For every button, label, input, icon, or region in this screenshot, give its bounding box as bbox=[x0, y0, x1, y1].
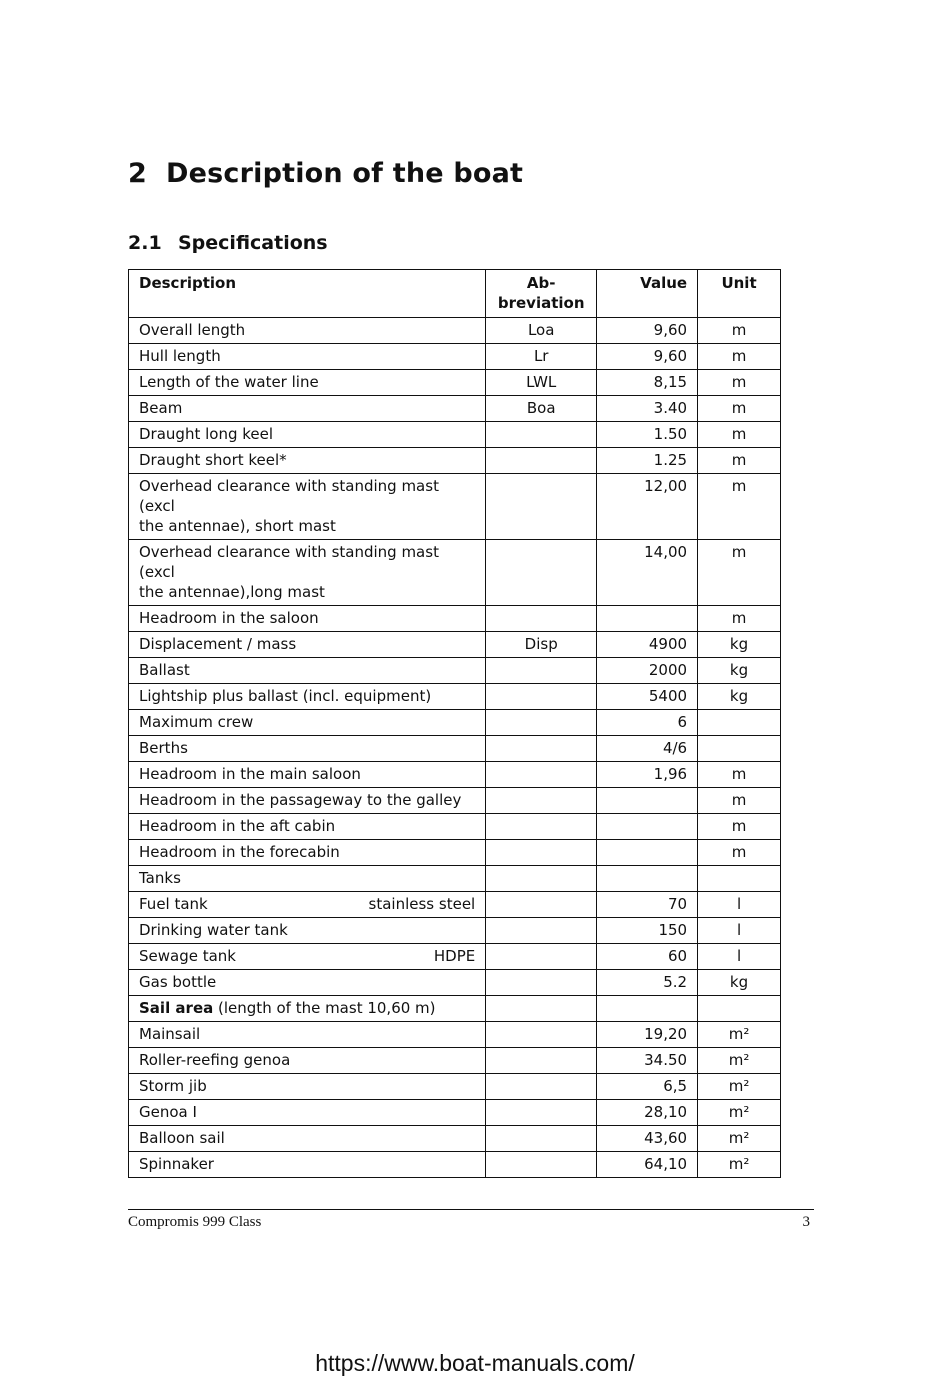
cell-unit: m bbox=[698, 606, 781, 632]
cell-description: Overhead clearance with standing mast (excl the antennae),long mast bbox=[129, 540, 486, 606]
cell-abbreviation bbox=[486, 918, 597, 944]
cell-value: 9,60 bbox=[597, 344, 698, 370]
table-row bbox=[129, 970, 781, 996]
cell-value: 5.2 bbox=[597, 970, 698, 996]
cell-value: 70 bbox=[597, 892, 698, 918]
cell-description: Headroom in the forecabin bbox=[129, 840, 486, 866]
cell-abbreviation bbox=[486, 1048, 597, 1074]
cell-abbreviation bbox=[486, 892, 597, 918]
group-heading-tanks: Tanks bbox=[129, 866, 486, 892]
section-heading bbox=[128, 232, 328, 254]
cell-abbreviation bbox=[486, 840, 597, 866]
cell-unit: m² bbox=[698, 1126, 781, 1152]
table-row bbox=[129, 344, 781, 370]
cell-description: Roller-reefing genoa bbox=[129, 1048, 486, 1074]
cell-value: 4900 bbox=[597, 632, 698, 658]
cell-unit: l bbox=[698, 892, 781, 918]
cell-abbreviation bbox=[486, 866, 597, 892]
cell-value: 6 bbox=[597, 710, 698, 736]
cell-description: Draught short keel* bbox=[129, 448, 486, 474]
chapter-number: 2 bbox=[128, 158, 147, 189]
cell-unit: l bbox=[698, 944, 781, 970]
cell-value bbox=[597, 840, 698, 866]
cell-unit: l bbox=[698, 918, 781, 944]
table-row bbox=[129, 1074, 781, 1100]
cell-value bbox=[597, 788, 698, 814]
specifications-table bbox=[128, 269, 781, 1178]
cell-value: 6,5 bbox=[597, 1074, 698, 1100]
cell-description: Maximum crew bbox=[129, 710, 486, 736]
cell-description: Lightship plus ballast (incl. equipment) bbox=[129, 684, 486, 710]
cell-description: Balloon sail bbox=[129, 1126, 486, 1152]
cell-description: Spinnaker bbox=[129, 1152, 486, 1178]
table-row bbox=[129, 814, 781, 840]
cell-abbreviation bbox=[486, 684, 597, 710]
cell-value: 150 bbox=[597, 918, 698, 944]
cell-abbreviation bbox=[486, 1074, 597, 1100]
cell-description: Overall length bbox=[129, 318, 486, 344]
cell-value bbox=[597, 606, 698, 632]
table-row bbox=[129, 540, 781, 606]
cell-unit: m bbox=[698, 788, 781, 814]
table-row bbox=[129, 422, 781, 448]
footer-divider bbox=[128, 1209, 814, 1210]
cell-unit: m bbox=[698, 540, 781, 606]
cell-abbreviation bbox=[486, 658, 597, 684]
page-number: 3 bbox=[802, 1214, 810, 1230]
cell-description: Headroom in the main saloon bbox=[129, 762, 486, 788]
table-row bbox=[129, 474, 781, 540]
cell-unit: kg bbox=[698, 658, 781, 684]
cell-value: 3.40 bbox=[597, 396, 698, 422]
cell-description: Fuel tank stainless steel bbox=[129, 892, 486, 918]
cell-unit: m bbox=[698, 762, 781, 788]
table-row bbox=[129, 448, 781, 474]
cell-abbreviation: Lr bbox=[486, 344, 597, 370]
header-unit: Unit bbox=[698, 270, 781, 318]
cell-value bbox=[597, 866, 698, 892]
sail-area-note: (length of the mast 10,60 m) bbox=[218, 999, 436, 1017]
cell-abbreviation bbox=[486, 736, 597, 762]
table-row bbox=[129, 684, 781, 710]
cell-abbreviation bbox=[486, 1152, 597, 1178]
cell-unit: m bbox=[698, 840, 781, 866]
cell-description: Drinking water tank bbox=[129, 918, 486, 944]
cell-value: 19,20 bbox=[597, 1022, 698, 1048]
cell-description: Beam bbox=[129, 396, 486, 422]
cell-unit: m² bbox=[698, 1048, 781, 1074]
table-row bbox=[129, 710, 781, 736]
cell-value: 28,10 bbox=[597, 1100, 698, 1126]
table-row bbox=[129, 736, 781, 762]
cell-description: Headroom in the aft cabin bbox=[129, 814, 486, 840]
cell-value: 12,00 bbox=[597, 474, 698, 540]
cell-unit: m bbox=[698, 422, 781, 448]
table-row bbox=[129, 606, 781, 632]
cell-abbreviation bbox=[486, 1022, 597, 1048]
cell-value: 9,60 bbox=[597, 318, 698, 344]
table-row bbox=[129, 396, 781, 422]
cell-unit: m bbox=[698, 448, 781, 474]
cell-description: Ballast bbox=[129, 658, 486, 684]
cell-unit bbox=[698, 866, 781, 892]
cell-abbreviation bbox=[486, 710, 597, 736]
chapter-title: Description of the boat bbox=[166, 158, 524, 189]
cell-unit: m bbox=[698, 474, 781, 540]
table-row bbox=[129, 892, 781, 918]
cell-unit: m bbox=[698, 396, 781, 422]
cell-description: Displacement / mass bbox=[129, 632, 486, 658]
table-row bbox=[129, 370, 781, 396]
table-row bbox=[129, 944, 781, 970]
cell-value: 1.50 bbox=[597, 422, 698, 448]
cell-abbreviation bbox=[486, 944, 597, 970]
header-abbreviation: Ab- breviation bbox=[486, 270, 597, 318]
cell-abbreviation: Boa bbox=[486, 396, 597, 422]
table-header-row bbox=[129, 270, 781, 318]
cell-unit: m bbox=[698, 344, 781, 370]
cell-unit: kg bbox=[698, 632, 781, 658]
cell-value: 4/6 bbox=[597, 736, 698, 762]
cell-value bbox=[597, 996, 698, 1022]
cell-abbreviation bbox=[486, 1126, 597, 1152]
group-heading-sail-area: Sail area (length of the mast 10,60 m) bbox=[129, 996, 486, 1022]
section-title: Specifications bbox=[178, 232, 328, 254]
cell-value: 60 bbox=[597, 944, 698, 970]
cell-description: Hull length bbox=[129, 344, 486, 370]
cell-unit: m bbox=[698, 370, 781, 396]
cell-abbreviation bbox=[486, 474, 597, 540]
cell-unit: m bbox=[698, 814, 781, 840]
watermark-url[interactable]: https://www.boat-manuals.com/ bbox=[315, 1350, 635, 1376]
table-row bbox=[129, 1126, 781, 1152]
cell-value: 8,15 bbox=[597, 370, 698, 396]
table-row bbox=[129, 658, 781, 684]
cell-description: Genoa I bbox=[129, 1100, 486, 1126]
cell-unit bbox=[698, 996, 781, 1022]
header-value: Value bbox=[597, 270, 698, 318]
cell-value: 5400 bbox=[597, 684, 698, 710]
cell-unit: kg bbox=[698, 970, 781, 996]
cell-abbreviation: Loa bbox=[486, 318, 597, 344]
table-row bbox=[129, 1100, 781, 1126]
cell-unit: m² bbox=[698, 1100, 781, 1126]
cell-material: stainless steel bbox=[368, 895, 476, 913]
cell-abbreviation bbox=[486, 996, 597, 1022]
cell-value: 1.25 bbox=[597, 448, 698, 474]
cell-unit: m bbox=[698, 318, 781, 344]
cell-abbreviation bbox=[486, 970, 597, 996]
cell-unit: m² bbox=[698, 1074, 781, 1100]
cell-description: Length of the water line bbox=[129, 370, 486, 396]
table-row bbox=[129, 632, 781, 658]
cell-description: Storm jib bbox=[129, 1074, 486, 1100]
cell-unit: kg bbox=[698, 684, 781, 710]
cell-abbreviation: LWL bbox=[486, 370, 597, 396]
table-row bbox=[129, 1022, 781, 1048]
table-row bbox=[129, 318, 781, 344]
cell-description: Mainsail bbox=[129, 1022, 486, 1048]
table-row bbox=[129, 840, 781, 866]
cell-material: HDPE bbox=[433, 947, 476, 965]
cell-unit: m² bbox=[698, 1152, 781, 1178]
cell-abbreviation bbox=[486, 606, 597, 632]
cell-abbreviation bbox=[486, 448, 597, 474]
cell-abbreviation bbox=[486, 762, 597, 788]
table-group-row bbox=[129, 866, 781, 892]
cell-abbreviation: Disp bbox=[486, 632, 597, 658]
cell-abbreviation bbox=[486, 788, 597, 814]
footer-title: Compromis 999 Class bbox=[128, 1214, 262, 1230]
cell-value: 14,00 bbox=[597, 540, 698, 606]
section-number: 2.1 bbox=[128, 232, 162, 254]
cell-unit bbox=[698, 736, 781, 762]
chapter-heading bbox=[128, 158, 523, 189]
cell-value: 2000 bbox=[597, 658, 698, 684]
cell-abbreviation bbox=[486, 1100, 597, 1126]
cell-abbreviation bbox=[486, 814, 597, 840]
table-row bbox=[129, 762, 781, 788]
cell-description: Headroom in the passageway to the galley bbox=[129, 788, 486, 814]
cell-value: 1,96 bbox=[597, 762, 698, 788]
cell-unit: m² bbox=[698, 1022, 781, 1048]
cell-description: Sewage tank HDPE bbox=[129, 944, 486, 970]
table-row bbox=[129, 918, 781, 944]
cell-value: 43,60 bbox=[597, 1126, 698, 1152]
cell-abbreviation bbox=[486, 422, 597, 448]
cell-value bbox=[597, 814, 698, 840]
cell-description: Overhead clearance with standing mast (excl the antennae), short mast bbox=[129, 474, 486, 540]
cell-value: 64,10 bbox=[597, 1152, 698, 1178]
table-row bbox=[129, 788, 781, 814]
cell-description: Berths bbox=[129, 736, 486, 762]
cell-description: Draught long keel bbox=[129, 422, 486, 448]
cell-abbreviation bbox=[486, 540, 597, 606]
header-description: Description bbox=[129, 270, 486, 318]
cell-description: Headroom in the saloon bbox=[129, 606, 486, 632]
table-group-row bbox=[129, 996, 781, 1022]
table-row bbox=[129, 1048, 781, 1074]
cell-unit bbox=[698, 710, 781, 736]
cell-description: Gas bottle bbox=[129, 970, 486, 996]
table-row bbox=[129, 1152, 781, 1178]
cell-value: 34.50 bbox=[597, 1048, 698, 1074]
